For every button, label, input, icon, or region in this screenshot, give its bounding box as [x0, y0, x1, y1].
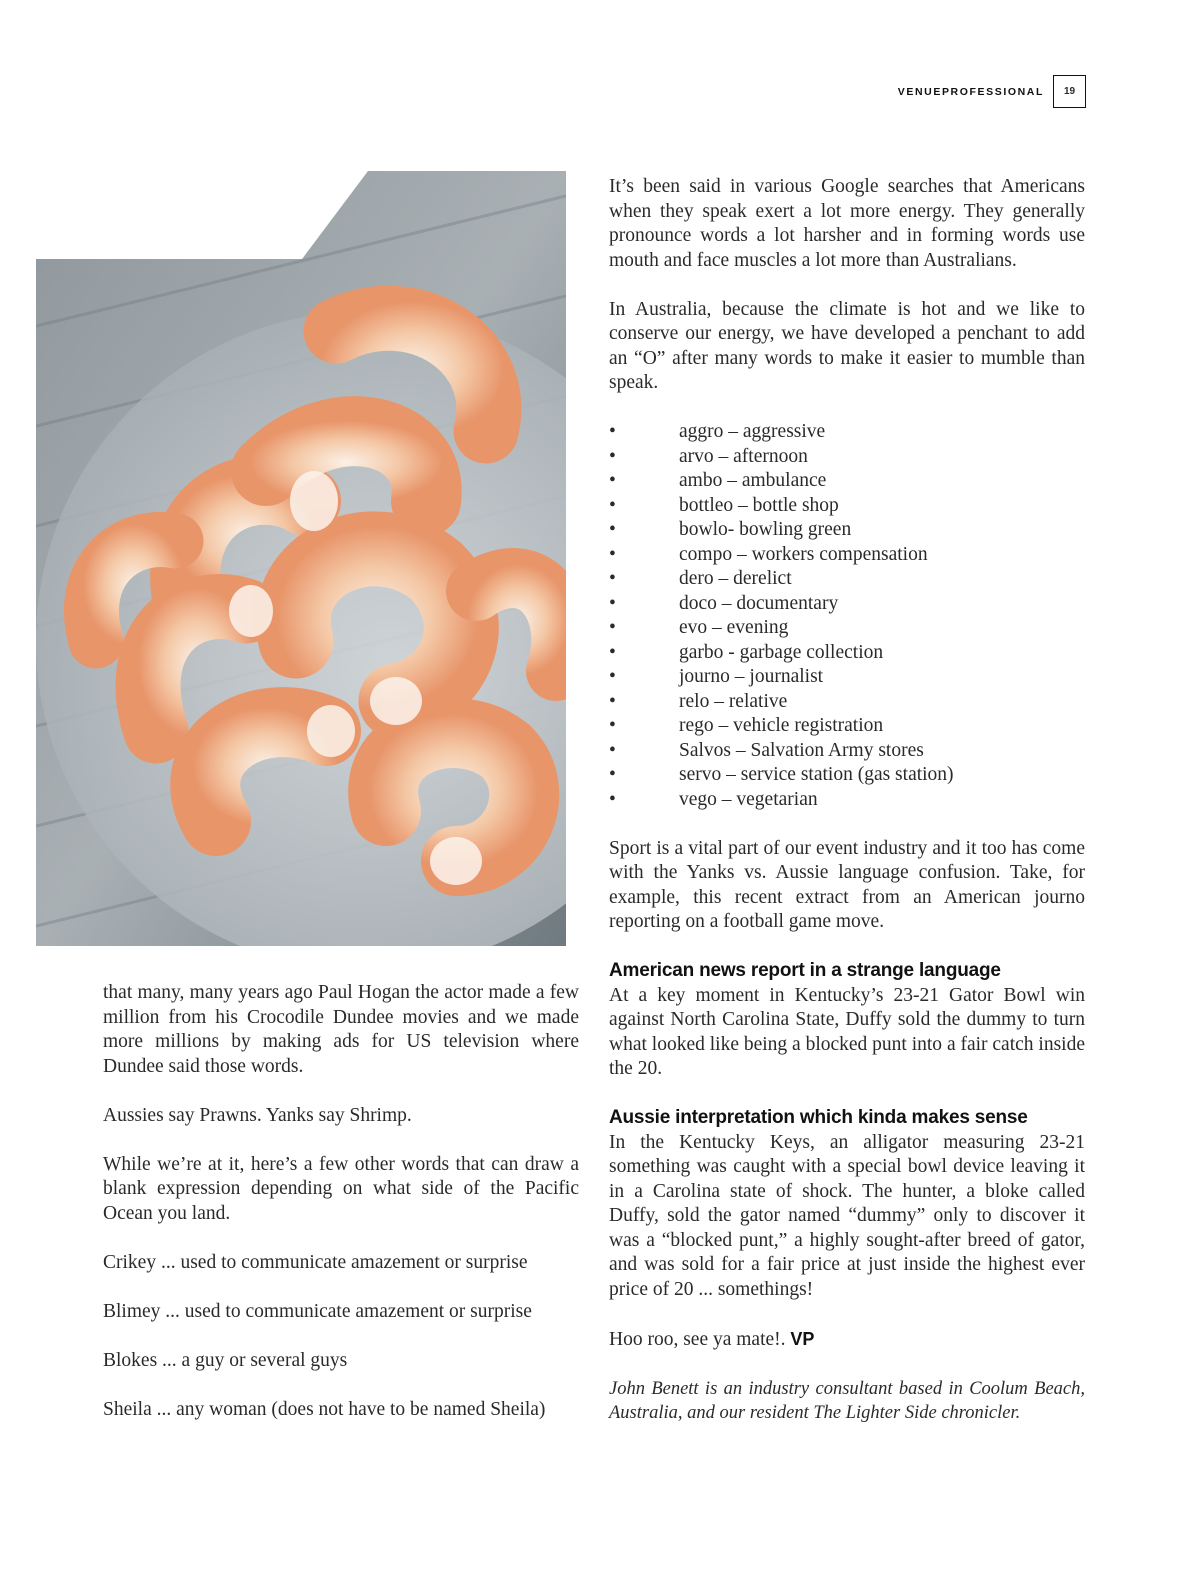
glossary-text: dero – derelict — [679, 568, 792, 589]
glossary-item — [609, 641, 1085, 666]
bullet-icon: • — [609, 690, 616, 712]
page-header — [898, 75, 1086, 108]
glossary-text: garbo - garbage collection — [679, 641, 884, 663]
glossary-item — [609, 690, 1085, 715]
prawns-photo — [36, 171, 566, 946]
glossary-item — [609, 494, 1085, 519]
bullet-icon: • — [609, 494, 616, 516]
paragraph: Sport is a vital part of our event industry and it too has come with the Yanks vs. Aussie language confusion. Take, for example, this recent extract from an American journo reporting on a football game move. — [609, 837, 1085, 932]
glossary-item — [609, 665, 1085, 690]
signoff-text: Hoo roo, see ya mate!. — [609, 1328, 786, 1350]
definition-sheila: Sheila ... any woman (does not have to be named Sheila) — [103, 1398, 546, 1420]
bullet-icon: • — [609, 617, 616, 638]
glossary-text: vego – vegetarian — [679, 788, 818, 810]
magazine-brand — [898, 86, 1044, 98]
glossary-item — [609, 420, 1085, 445]
bullet-icon: • — [609, 568, 616, 589]
bullet-icon: • — [609, 739, 616, 761]
glossary-text: servo – service station (gas station) — [679, 764, 954, 785]
bullet-icon: • — [609, 445, 616, 467]
glossary-text: Salvos – Salvation Army stores — [679, 739, 924, 761]
bullet-icon: • — [609, 715, 616, 736]
definition-blimey: Blimey ... used to communicate amazement or surprise — [103, 1300, 532, 1322]
glossary-text: ambo – ambulance — [679, 470, 827, 491]
glossary-text: bottleo – bottle shop — [679, 494, 839, 516]
glossary-item — [609, 592, 1085, 617]
bullet-icon: • — [609, 519, 616, 540]
paragraph: While we’re at it, here’s a few other words that can draw a blank expression depending on what side of the Pacific Ocean you land. — [103, 1153, 579, 1224]
glossary-text: rego – vehicle registration — [679, 715, 884, 736]
subheading-aussie: Aussie interpretation which kinda makes sense — [609, 1107, 1028, 1128]
glossary-item — [609, 469, 1085, 494]
bullet-icon: • — [609, 543, 616, 565]
glossary-item — [609, 567, 1085, 592]
bullet-icon: • — [609, 470, 616, 491]
signoff — [609, 1327, 1085, 1353]
glossary-item — [609, 714, 1085, 739]
glossary-item — [609, 518, 1085, 543]
glossary-item — [609, 763, 1085, 788]
glossary-text: compo – workers compensation — [679, 543, 928, 565]
glossary-text: bowlo- bowling green — [679, 519, 852, 540]
bullet-icon: • — [609, 592, 616, 614]
glossary-text: journo – journalist — [679, 666, 824, 687]
bullet-icon: • — [609, 764, 616, 785]
end-mark: VP — [790, 1328, 815, 1349]
glossary-text: aggro – aggressive — [679, 421, 826, 442]
bullet-icon: • — [609, 666, 616, 687]
glossary-list — [609, 420, 1085, 812]
bullet-icon: • — [609, 788, 616, 810]
definition-blokes: Blokes ... a guy or several guys — [103, 1349, 348, 1371]
brand-light: PROFESSIONAL — [941, 85, 1044, 98]
glossary-item — [609, 445, 1085, 470]
paragraph: that many, many years ago Paul Hogan the actor made a few million from his Crocodile Dundee movies and we made more millions by making ads for US television where Dundee said those words. — [103, 982, 579, 1077]
paragraph: Aussies say Prawns. Yanks say Shrimp. — [103, 1104, 412, 1126]
glossary-item — [609, 788, 1085, 813]
paragraph: It’s been said in various Google searches that Americans when they speak exert a lot more energy. They generally pronounce words a lot harsher and in forming words use mouth and face muscles a lot more than Australians. — [609, 176, 1085, 271]
page-number: 19 — [1053, 75, 1086, 108]
bullet-icon: • — [609, 421, 616, 442]
bullet-icon: • — [609, 641, 616, 663]
paragraph: In Australia, because the climate is hot and we like to conserve our energy, we have developed a penchant to add an “O” after many words to make it easier to mumble than speak. — [609, 298, 1085, 393]
glossary-text: doco – documentary — [679, 592, 839, 614]
glossary-text: relo – relative — [679, 690, 788, 712]
paragraph: In the Kentucky Keys, an alligator measuring 23-21 something was caught with a special bowl device leaving it in a Carolina state of shock. The hunter, a bloke called Duffy, sold the gator named “dummy” only to discover it was a “blocked punt,” a highly sought-after breed of gator, and was sold for a fair price at just inside the highest ever price of 20 ... somethings! — [609, 1131, 1085, 1300]
brand-bold: VENUE — [897, 85, 942, 98]
glossary-item — [609, 543, 1085, 568]
left-column — [103, 981, 579, 1447]
glossary-text: evo – evening — [679, 617, 789, 638]
paragraph: At a key moment in Kentucky’s 23-21 Gator Bowl win against North Carolina State, Duffy sold the dummy to turn what looked like being a blocked punt into a fair catch inside the 20. — [609, 984, 1085, 1079]
definition-crikey: Crikey ... used to communicate amazement or surprise — [103, 1251, 528, 1273]
glossary-item — [609, 616, 1085, 641]
subheading-american: American news report in a strange language — [609, 960, 1001, 981]
glossary-item — [609, 739, 1085, 764]
author-bio: John Benett is an industry consultant based in Coolum Beach, Australia, and our resident The Lighter Side chronicler. — [609, 1378, 1085, 1423]
glossary-text: arvo – afternoon — [679, 445, 808, 467]
right-column — [609, 175, 1085, 1450]
